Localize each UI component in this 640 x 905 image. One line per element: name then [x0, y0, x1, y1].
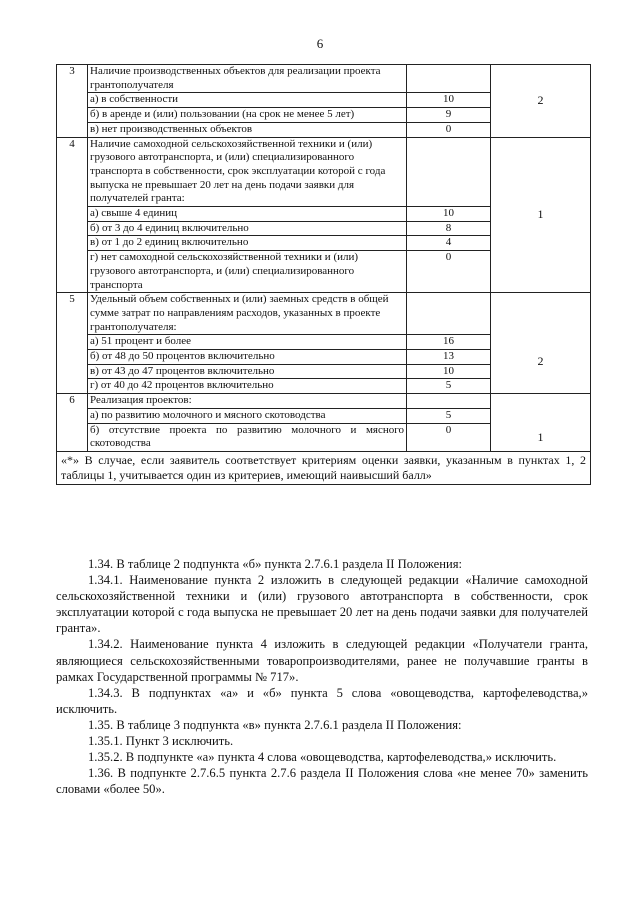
criterion-title: Наличие самоходной сельскохозяйственной техники и (или) грузового автотранспорта, и (или) специализированного транспорта в собственности, срок эксплуатации которой с года выпуска не превышает 20 лет на день подачи заявки для получателей гранта: — [88, 137, 407, 207]
criterion-number: 6 — [57, 394, 88, 452]
option-text: а) свыше 4 единиц — [88, 207, 407, 222]
score-cell — [407, 394, 491, 409]
option-text: г) от 40 до 42 процентов включительно — [88, 379, 407, 394]
score-cell — [407, 137, 491, 207]
option-score: 10 — [407, 207, 491, 222]
option-text: б) отсутствие проекта по развитию молочного и мясного скотоводства — [88, 423, 407, 451]
paragraph: 1.35.1. Пункт 3 исключить. — [88, 734, 234, 749]
criterion-weight: 1 — [491, 394, 591, 452]
criterion-number: 5 — [57, 293, 88, 394]
option-score: 16 — [407, 335, 491, 350]
criterion-title: Удельный объем собственных и (или) заемных средств в общей сумме затрат по направлениям расходов, указанных в проекте грантополучателя: — [88, 293, 407, 335]
table-footnote: «*» В случае, если заявитель соответствует критериям оценки заявки, указанным в пунктах 1, 2 таблицы 1, учитывается один из критериев, имеющий наивысший балл» — [57, 451, 591, 484]
criterion-title: Наличие производственных объектов для реализации проекта грантополучателя — [88, 65, 407, 93]
score-cell — [407, 65, 491, 93]
paragraph: 1.34.3. В подпунктах «а» и «б» пункта 5 слова «овощеводства, картофелеводства,» исключить. — [56, 685, 588, 716]
option-text: б) в аренде и (или) пользовании (на срок не менее 5 лет) — [88, 108, 407, 123]
table-row — [57, 293, 591, 335]
page-number: 6 — [316, 36, 324, 51]
option-score: 8 — [407, 221, 491, 236]
paragraph: 1.35.2. В подпункте «а» пункта 4 слова «овощеводства, картофелеводства,» исключить. — [88, 750, 557, 765]
criterion-weight: 2 — [491, 293, 591, 394]
option-text: б) от 3 до 4 единиц включительно — [88, 221, 407, 236]
option-score: 5 — [407, 379, 491, 394]
paragraph: 1.34.1. Наименование пункта 2 изложить в следующей редакции «Наличие самоходной сельскохозяйственной техники и (или) грузового автотранспорта в собственности, срок эксплуатации которой с года выпуска не превышает 20 лет на день подачи заявки для получателей гранта». — [56, 573, 588, 636]
table-row — [57, 65, 591, 93]
paragraph: 1.35. В таблице 3 подпункта «в» пункта 2.7.6.1 раздела II Положения: — [88, 717, 462, 732]
table-row — [57, 394, 591, 409]
option-score: 10 — [407, 93, 491, 108]
option-text: г) нет самоходной сельскохозяйственной техники и (или) грузового автотранспорта, и (или) специализированного транспорта — [88, 251, 407, 293]
option-text: в) от 43 до 47 процентов включительно — [88, 364, 407, 379]
criterion-number: 3 — [57, 65, 88, 138]
table-row — [57, 451, 591, 484]
criterion-weight: 1 — [491, 137, 591, 293]
criterion-number: 4 — [57, 137, 88, 293]
option-score: 5 — [407, 408, 491, 423]
option-text: а) по развитию молочного и мясного скотоводства — [88, 408, 407, 423]
option-score: 4 — [407, 236, 491, 251]
option-score: 0 — [407, 423, 491, 451]
option-text: в) от 1 до 2 единиц включительно — [88, 236, 407, 251]
score-cell — [407, 293, 491, 335]
option-score: 0 — [407, 251, 491, 293]
option-score: 13 — [407, 350, 491, 365]
option-score: 10 — [407, 364, 491, 379]
paragraph: 1.34. В таблице 2 подпункта «б» пункта 2.7.6.1 раздела II Положения: — [88, 557, 463, 571]
option-score: 9 — [407, 108, 491, 123]
option-text: б) от 48 до 50 процентов включительно — [88, 350, 407, 365]
option-text: а) в собственности — [88, 93, 407, 108]
option-text: а) 51 процент и более — [88, 335, 407, 350]
option-score: 0 — [407, 122, 491, 137]
criterion-weight: 2 — [491, 65, 591, 138]
table-row — [57, 137, 591, 207]
criterion-title: Реализация проектов: — [88, 394, 407, 409]
option-text: в) нет производственных объектов — [88, 122, 407, 137]
paragraph: 1.34.2. Наименование пункта 4 изложить в следующей редакции «Получатели гранта, являющиеся сельскохозяйственными товаропроизводителями, ранее не получавшие гранты в рамках Государственной программы № 717». — [56, 637, 588, 684]
paragraph: 1.36. В подпункте 2.7.6.5 пункта 2.7.6 раздела II Положения слова «не менее 70» заменить словами «более 50». — [56, 766, 588, 797]
amendments-text — [56, 556, 588, 797]
criteria-table — [56, 64, 591, 485]
